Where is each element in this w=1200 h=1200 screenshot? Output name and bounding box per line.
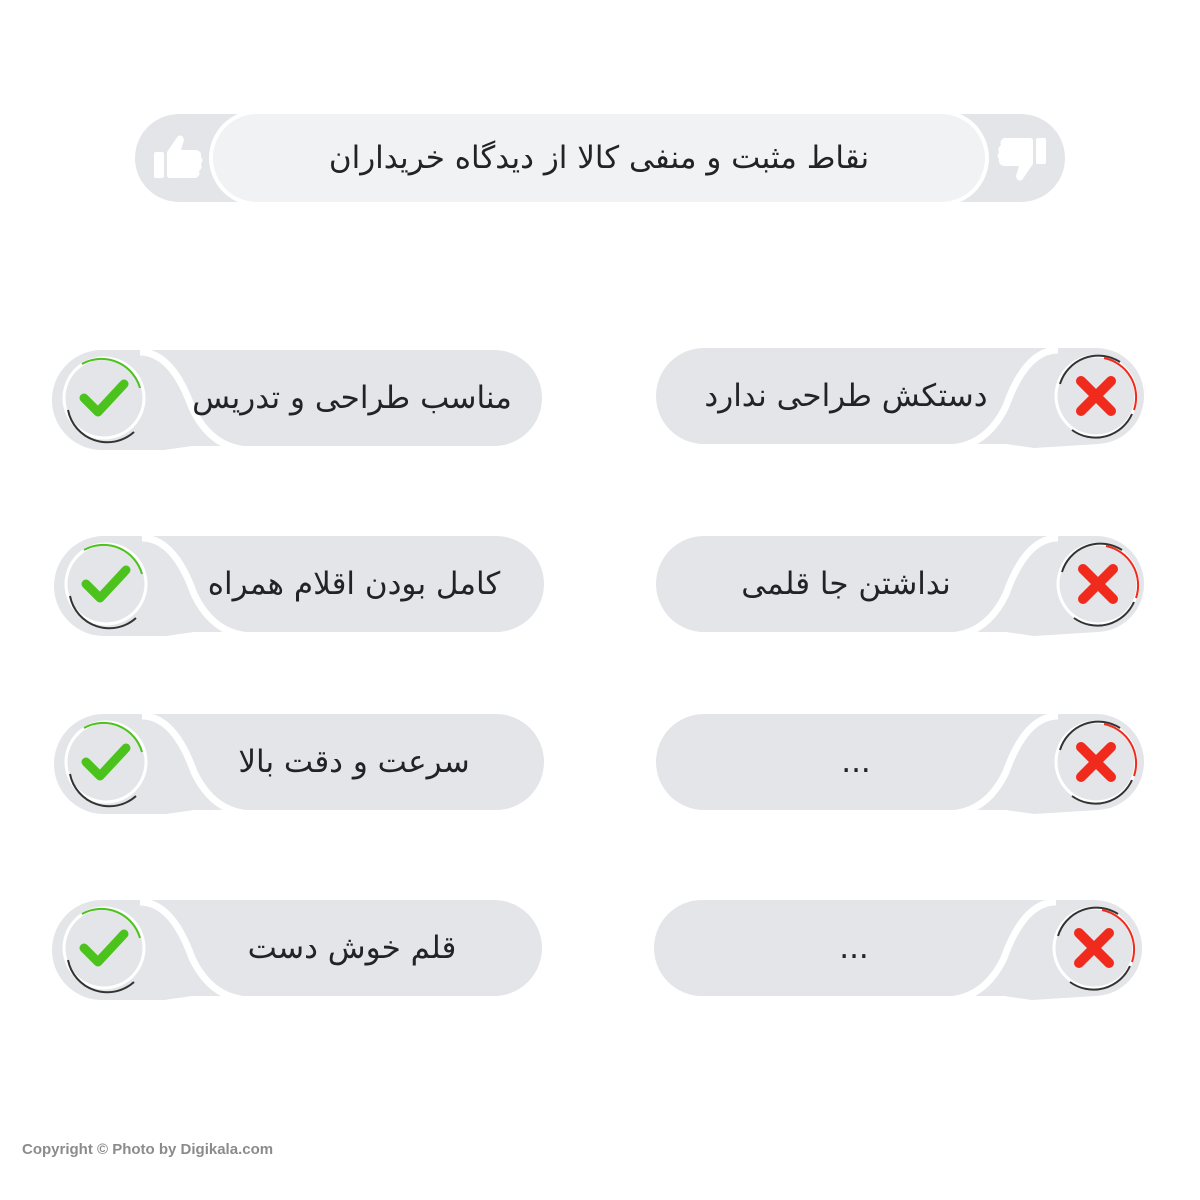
check-icon <box>58 714 154 810</box>
pro-label: قلم خوش دست <box>247 930 457 966</box>
pro-item <box>54 714 544 814</box>
check-icon <box>58 536 154 632</box>
cross-icon <box>1046 900 1142 996</box>
con-item <box>656 714 1146 814</box>
copyright-text: Copyright © Photo by Digikala.com <box>22 1141 274 1158</box>
pro-item <box>52 900 542 1000</box>
pro-label: مناسب طراحی و تدریس <box>192 380 512 416</box>
pro-item <box>54 536 544 636</box>
con-label: ... <box>839 930 869 966</box>
cross-icon <box>1050 536 1146 632</box>
page-title: نقاط مثبت و منفی کالا از دیدگاه خریداران <box>328 140 870 176</box>
con-item <box>656 536 1146 636</box>
con-label: ... <box>841 744 871 780</box>
pro-item <box>52 350 542 450</box>
pro-label: کامل بودن اقلام همراه <box>207 566 501 602</box>
pro-label: سرعت و دقت بالا <box>238 744 470 780</box>
cross-icon <box>1048 348 1144 444</box>
con-label: دستکش طراحی ندارد <box>704 378 988 414</box>
con-label: نداشتن جا قلمی <box>741 566 951 602</box>
check-icon <box>56 900 152 996</box>
thumbs-up-icon <box>148 128 208 188</box>
thumbs-down-icon <box>992 128 1052 188</box>
check-icon <box>56 350 152 446</box>
cross-icon <box>1048 714 1144 810</box>
con-item <box>656 348 1146 448</box>
con-item <box>654 900 1144 1000</box>
